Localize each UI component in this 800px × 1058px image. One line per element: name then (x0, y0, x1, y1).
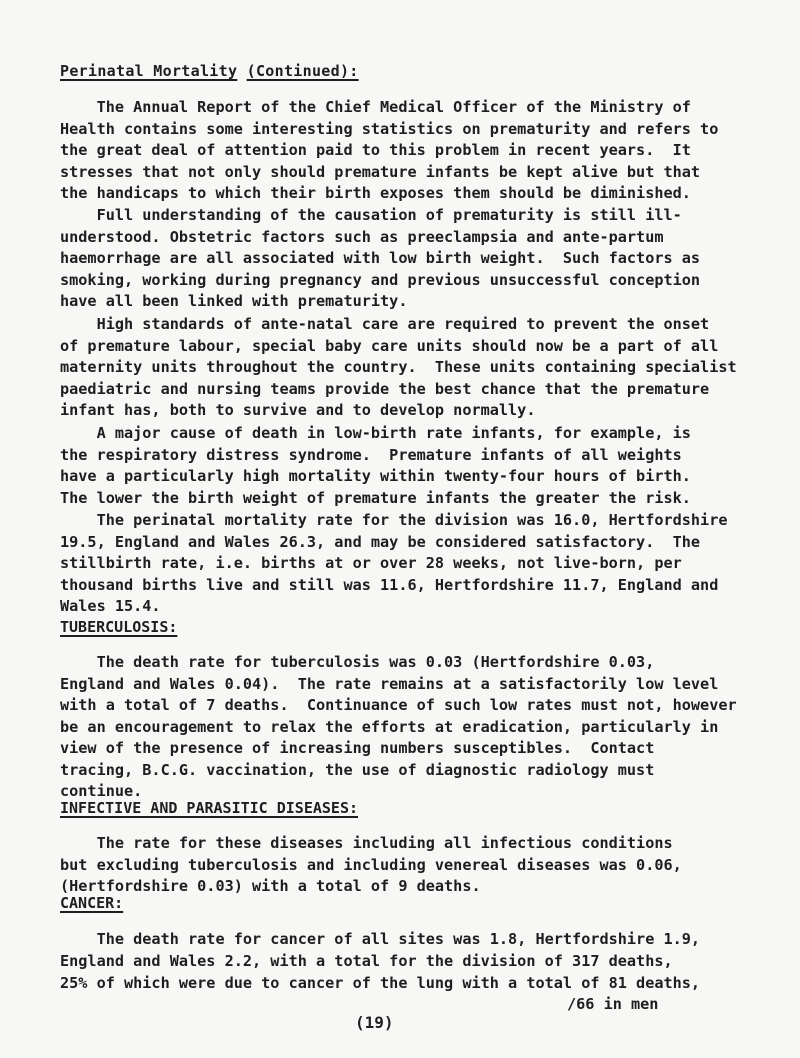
text-line: stresses that not only should premature infants be kept alive but that (60, 162, 701, 181)
page-heading (60, 62, 359, 80)
text-line: have all been linked with prematurity. (60, 292, 408, 310)
text-line: maternity units throughout the country. These units containing specialist (60, 358, 737, 376)
text-line: with a total of 7 deaths. Continuance of such low rates must not, however (60, 696, 737, 714)
text-line: the respiratory distress syndrome. Premature infants of all weights (60, 445, 682, 464)
section-heading-cancer: CANCER: (60, 894, 124, 912)
text-line: paediatric and nursing teams provide the best chance that the premature (60, 379, 710, 398)
text-line: The death rate for tuberculosis was 0.03 (Hertfordshire 0.03, (60, 653, 655, 671)
text-line: infant has, both to survive and to develop normally. (60, 401, 536, 419)
text-line: the handicaps to which their birth exposes them should be diminished. (60, 184, 691, 202)
text-line: of premature labour, special baby care units should now be a part of all (60, 336, 719, 355)
text-line: Health contains some interesting statistics on prematurity and refers to (60, 119, 719, 138)
text-line: The death rate for cancer of all sites was 1.8, Hertfordshire 1.9, (60, 930, 701, 948)
text-line: the great deal of attention paid to this problem in recent years. It (60, 141, 691, 159)
paragraph-tuberculosis (60, 652, 750, 803)
text-line: continue. (60, 782, 143, 800)
text-line: tracing, B.C.G. vaccination, the use of diagnostic radiology must (60, 760, 655, 779)
text-line: have a particularly high mortality within twenty-four hours of birth. (60, 467, 691, 485)
text-line: smoking, working during pregnancy and previous unsuccessful conception (60, 270, 701, 289)
paragraph-perinatal-rate (60, 510, 750, 618)
paragraph-respiratory-distress (60, 423, 750, 509)
text-line: understood. Obstetric factors such as preeclampsia and ante-partum (60, 227, 664, 246)
section-heading-tuberculosis: TUBERCULOSIS: (60, 618, 178, 636)
page-number: (19) (355, 1013, 394, 1032)
section-heading-infective-diseases: INFECTIVE AND PARASITIC DISEASES: (60, 799, 359, 817)
text-line: Full understanding of the causation of prematurity is still ill- (60, 206, 682, 224)
text-line: thousand births live and still was 11.6, Hertfordshire 11.7, England and (60, 575, 719, 594)
heading-title: Perinatal Mortality (60, 62, 238, 80)
text-line: 19.5, England and Wales 26.3, and may be considered satisfactory. The (60, 532, 701, 551)
paragraph-causation (60, 205, 750, 313)
paragraph-infective-diseases (60, 833, 750, 898)
text-line: but excluding tuberculosis and including venereal diseases was 0.06, (60, 855, 682, 874)
text-line: England and Wales 0.04). The rate remains at a satisfactorily low level (60, 674, 719, 693)
text-line: England and Wales 2.2, with a total for the division of 317 deaths, (60, 952, 673, 970)
text-line: (Hertfordshire 0.03) with a total of 9 deaths. (60, 877, 481, 895)
paragraph-ante-natal-care (60, 314, 750, 422)
text-line: view of the presence of increasing numbers susceptibles. Contact (60, 739, 655, 757)
text-line: The rate for these diseases including all infectious conditions (60, 834, 673, 852)
text-line: The lower the birth weight of premature infants the greater the risk. (60, 488, 691, 507)
paragraph-annual-report (60, 97, 750, 205)
text-line: stillbirth rate, i.e. births at or over 28 weeks, not live-born, per (60, 554, 682, 572)
continuation-note: /66 in men (567, 995, 659, 1013)
text-line: 25% of which were due to cancer of the lung with a total of 81 deaths, (60, 974, 701, 992)
text-line: The perinatal mortality rate for the division was 16.0, Hertfordshire (60, 511, 728, 529)
text-line: haemorrhage are all associated with low birth weight. Such factors as (60, 249, 701, 267)
text-line: High standards of ante-natal care are required to prevent the onset (60, 315, 710, 333)
text-line: be an encouragement to relax the efforts at eradication, particularly in (60, 717, 719, 736)
paragraph-cancer (60, 928, 750, 994)
text-line: A major cause of death in low-birth rate infants, for example, is (60, 424, 691, 442)
text-line: The Annual Report of the Chief Medical Officer of the Ministry of (60, 98, 691, 116)
text-line: Wales 15.4. (60, 597, 161, 615)
heading-suffix: (Continued): (246, 62, 359, 80)
